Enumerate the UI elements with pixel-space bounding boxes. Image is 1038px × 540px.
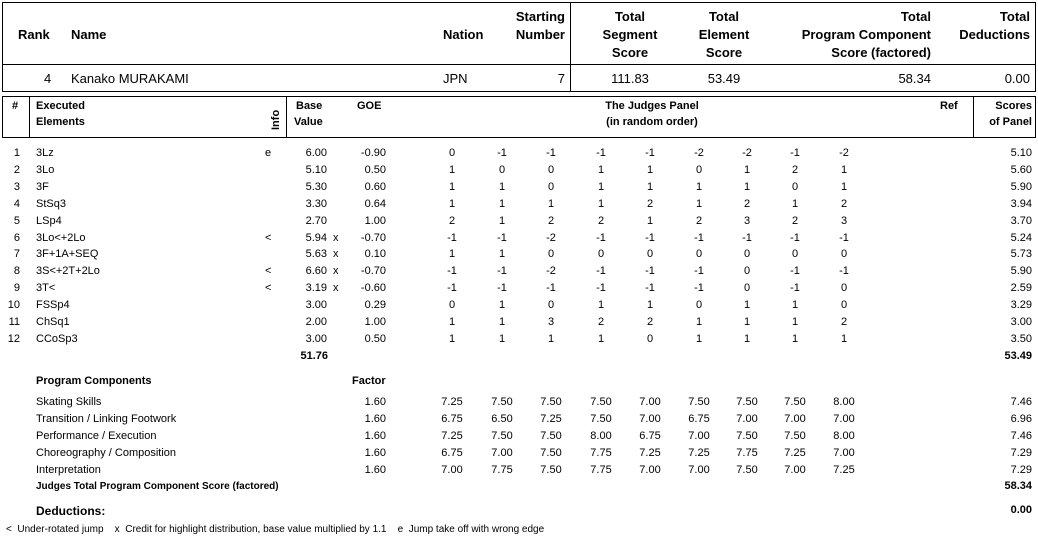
component-judge-score: 7.00 bbox=[639, 413, 661, 425]
component-factor: 1.60 bbox=[364, 396, 386, 408]
component-name: Transition / Linking Footwork bbox=[36, 413, 177, 425]
element-judge-score: -2 bbox=[546, 265, 556, 278]
component-factor: 1.60 bbox=[364, 447, 386, 459]
element-judge-score: 1 bbox=[840, 332, 848, 345]
element-goe: 1.00 bbox=[364, 214, 386, 227]
element-judge-score: 2 bbox=[646, 316, 654, 328]
element-judge-score: 1 bbox=[791, 316, 799, 328]
top-border bbox=[2, 2, 1036, 3]
element-judge-score: -1 bbox=[790, 147, 800, 159]
component-judge-score: 7.50 bbox=[784, 396, 806, 408]
element-judge-score: -1 bbox=[742, 231, 752, 244]
component-judge-score: 7.50 bbox=[736, 464, 758, 476]
element-base-value: 3.00 bbox=[305, 299, 327, 312]
element-number: 1 bbox=[13, 147, 20, 159]
element-judge-score: 0 bbox=[743, 282, 751, 295]
header-element-1: Total bbox=[708, 9, 740, 24]
element-name: FSSp4 bbox=[36, 299, 70, 312]
element-name: ChSq1 bbox=[36, 316, 70, 328]
element-judge-score: -2 bbox=[742, 147, 752, 159]
header-rank: Rank bbox=[18, 27, 50, 42]
element-judge-score: 2 bbox=[597, 316, 605, 328]
element-judge-score: 0 bbox=[448, 147, 456, 159]
elements-sep-3 bbox=[973, 96, 974, 137]
element-goe: -0.70 bbox=[360, 265, 386, 278]
element-judge-score: 0 bbox=[743, 248, 751, 261]
element-judge-score: 1 bbox=[448, 163, 456, 176]
element-judge-score: 1 bbox=[840, 180, 848, 193]
element-number: 7 bbox=[13, 248, 20, 261]
header-segment-1: Total bbox=[614, 9, 646, 24]
element-judge-score: -1 bbox=[694, 282, 704, 295]
element-number: 2 bbox=[13, 163, 20, 176]
element-number: 6 bbox=[13, 231, 20, 244]
element-judge-score: 1 bbox=[791, 197, 799, 210]
header-element-3: Score bbox=[705, 45, 743, 60]
elements-header-scores-1: Scores bbox=[995, 100, 1032, 112]
component-judge-score: 6.75 bbox=[688, 413, 710, 425]
element-base-value: 3.00 bbox=[305, 332, 327, 345]
base-value-total: 51.76 bbox=[300, 350, 328, 362]
elements-header-info: Info bbox=[270, 109, 282, 130]
component-name: Performance / Execution bbox=[36, 430, 157, 442]
deductions-label: Deductions: bbox=[36, 504, 106, 518]
element-judge-score: 1 bbox=[646, 163, 654, 176]
elements-header-num: # bbox=[12, 100, 19, 112]
element-goe: -0.90 bbox=[360, 147, 386, 159]
element-judge-score: 0 bbox=[547, 180, 555, 193]
skater-starting-number: 7 bbox=[557, 71, 565, 86]
element-name: StSq3 bbox=[36, 197, 66, 210]
element-panel-score: 2.59 bbox=[1010, 282, 1032, 295]
component-judge-score: 7.50 bbox=[590, 396, 612, 408]
components-factor-header: Factor bbox=[352, 375, 386, 387]
element-judge-score: 3 bbox=[743, 214, 751, 227]
element-judge-score: -1 bbox=[447, 282, 457, 295]
component-judge-score: 7.00 bbox=[491, 447, 513, 459]
element-number: 3 bbox=[13, 180, 20, 193]
element-number: 12 bbox=[7, 332, 20, 345]
component-judge-score: 6.75 bbox=[441, 447, 463, 459]
elements-header-bottom bbox=[2, 137, 1036, 138]
component-judge-score: 7.00 bbox=[736, 413, 758, 425]
element-base-value: 2.00 bbox=[305, 316, 327, 328]
component-judge-score: 7.50 bbox=[688, 396, 710, 408]
element-judge-score: 2 bbox=[791, 163, 799, 176]
footnote-legend: < Under-rotated jump x Credit for highlight distribution, base value multiplied by 1.1 e Jump take off with wrong edge bbox=[6, 524, 545, 535]
element-judge-score: -1 bbox=[645, 147, 655, 159]
element-judge-score: 1 bbox=[547, 197, 555, 210]
element-judge-score: 1 bbox=[448, 248, 456, 261]
element-judge-score: 2 bbox=[743, 197, 751, 210]
component-panel-score: 7.29 bbox=[1010, 464, 1032, 476]
elements-header-judges-1: The Judges Panel bbox=[605, 100, 699, 112]
element-judge-score: 1 bbox=[695, 316, 703, 328]
component-judge-score: 7.50 bbox=[540, 430, 562, 442]
elements-header-right bbox=[1035, 96, 1036, 137]
component-panel-score: 7.46 bbox=[1010, 430, 1032, 442]
element-bonus-marker: x bbox=[333, 282, 339, 295]
element-name: 3S<+2T+2Lo bbox=[36, 265, 100, 278]
skater-element-score: 53.49 bbox=[707, 71, 741, 86]
element-number: 10 bbox=[7, 299, 20, 312]
component-judge-score: 7.25 bbox=[441, 396, 463, 408]
element-name: 3F+1A+SEQ bbox=[36, 248, 99, 261]
header-nation: Nation bbox=[443, 27, 484, 42]
elements-header-top bbox=[2, 96, 1036, 97]
element-goe: 0.29 bbox=[364, 299, 386, 312]
element-goe: 1.00 bbox=[364, 316, 386, 328]
element-judge-score: 1 bbox=[791, 332, 799, 345]
element-info: < bbox=[265, 282, 272, 295]
element-number: 8 bbox=[13, 265, 20, 278]
element-judge-score: 1 bbox=[695, 197, 703, 210]
component-judge-score: 7.50 bbox=[540, 396, 562, 408]
elements-sep-2 bbox=[286, 96, 287, 137]
component-judge-score: 6.50 bbox=[491, 413, 513, 425]
element-base-value: 5.30 bbox=[305, 180, 327, 193]
element-judge-score: -1 bbox=[596, 147, 606, 159]
element-judge-score: 1 bbox=[597, 299, 605, 312]
component-judge-score: 7.00 bbox=[639, 396, 661, 408]
element-judge-score: -1 bbox=[839, 231, 849, 244]
component-judge-score: 7.75 bbox=[491, 464, 513, 476]
elements-header-scores-2: of Panel bbox=[989, 116, 1032, 128]
elements-header-base-2: Value bbox=[294, 116, 323, 128]
component-judge-score: 7.50 bbox=[784, 430, 806, 442]
component-judge-score: 7.25 bbox=[441, 430, 463, 442]
element-base-value: 5.63 bbox=[305, 248, 327, 261]
element-judge-score: -1 bbox=[447, 231, 457, 244]
skater-row-bottom-border bbox=[2, 91, 1036, 92]
element-judge-score: 0 bbox=[840, 248, 848, 261]
component-judge-score: 6.75 bbox=[639, 430, 661, 442]
element-judge-score: 1 bbox=[498, 332, 506, 345]
element-judge-score: 1 bbox=[743, 299, 751, 312]
element-judge-score: 0 bbox=[498, 163, 506, 176]
element-judge-score: 2 bbox=[597, 214, 605, 227]
element-judge-score: 3 bbox=[547, 316, 555, 328]
component-factor: 1.60 bbox=[364, 464, 386, 476]
element-goe: 0.50 bbox=[364, 163, 386, 176]
element-judge-score: 2 bbox=[791, 214, 799, 227]
component-judge-score: 8.00 bbox=[590, 430, 612, 442]
element-name: 3T< bbox=[36, 282, 56, 295]
element-base-value: 6.00 bbox=[305, 147, 327, 159]
component-judge-score: 7.25 bbox=[540, 413, 562, 425]
skater-name: Kanako MURAKAMI bbox=[71, 71, 189, 86]
element-panel-score: 5.73 bbox=[1010, 248, 1032, 261]
component-judge-score: 7.00 bbox=[784, 413, 806, 425]
header-segment-2: Segment bbox=[602, 27, 658, 42]
component-judge-score: 7.00 bbox=[441, 464, 463, 476]
component-judge-score: 8.00 bbox=[833, 430, 855, 442]
element-judge-score: 0 bbox=[791, 248, 799, 261]
component-panel-score: 7.29 bbox=[1010, 447, 1032, 459]
header-starting-1: Starting bbox=[515, 9, 565, 24]
component-factor: 1.60 bbox=[364, 413, 386, 425]
component-judge-score: 7.00 bbox=[833, 447, 855, 459]
element-judge-score: -1 bbox=[497, 147, 507, 159]
element-judge-score: 1 bbox=[498, 248, 506, 261]
element-judge-score: 0 bbox=[695, 163, 703, 176]
element-judge-score: 2 bbox=[840, 197, 848, 210]
element-judge-score: -1 bbox=[596, 282, 606, 295]
element-judge-score: 0 bbox=[840, 282, 848, 295]
component-judge-score: 7.25 bbox=[688, 447, 710, 459]
element-judge-score: 0 bbox=[743, 265, 751, 278]
element-judge-score: 2 bbox=[646, 197, 654, 210]
component-judge-score: 7.75 bbox=[590, 464, 612, 476]
skater-component-score: 58.34 bbox=[898, 71, 931, 86]
components-title: Program Components bbox=[36, 375, 152, 387]
element-judge-score: 1 bbox=[498, 197, 506, 210]
element-judge-score: 1 bbox=[448, 316, 456, 328]
element-judge-score: -1 bbox=[596, 231, 606, 244]
element-judge-score: 1 bbox=[646, 180, 654, 193]
element-judge-score: 1 bbox=[597, 163, 605, 176]
component-judge-score: 7.25 bbox=[833, 464, 855, 476]
element-judge-score: 0 bbox=[547, 299, 555, 312]
component-name: Choreography / Composition bbox=[36, 447, 177, 459]
element-judge-score: 1 bbox=[791, 299, 799, 312]
element-judge-score: 1 bbox=[840, 163, 848, 176]
element-number: 5 bbox=[13, 214, 20, 227]
element-panel-score: 5.10 bbox=[1010, 147, 1032, 159]
header-name: Name bbox=[71, 27, 107, 42]
element-panel-score: 3.00 bbox=[1010, 316, 1032, 328]
skater-nation: JPN bbox=[443, 71, 468, 86]
element-base-value: 3.19 bbox=[305, 282, 327, 295]
elements-header-executed-1: Executed bbox=[36, 100, 85, 112]
element-judge-score: 0 bbox=[695, 299, 703, 312]
element-judge-score: 0 bbox=[547, 248, 555, 261]
element-info: e bbox=[265, 147, 272, 159]
component-factor: 1.60 bbox=[364, 430, 386, 442]
element-judge-score: 0 bbox=[547, 163, 555, 176]
element-judge-score: -2 bbox=[694, 147, 704, 159]
component-judge-score: 7.00 bbox=[688, 464, 710, 476]
header-component-2: Program Component bbox=[801, 27, 931, 42]
element-bonus-marker: x bbox=[333, 265, 339, 278]
element-judge-score: 2 bbox=[695, 214, 703, 227]
header-element-2: Element bbox=[698, 27, 750, 42]
header-component-3: Score (factored) bbox=[831, 45, 931, 60]
element-judge-score: 1 bbox=[597, 332, 605, 345]
element-name: 3Lo<+2Lo bbox=[36, 231, 86, 244]
element-judge-score: -1 bbox=[694, 231, 704, 244]
element-panel-score: 5.90 bbox=[1010, 265, 1032, 278]
element-panel-score: 3.94 bbox=[1010, 197, 1032, 210]
elements-header-ref: Ref bbox=[940, 100, 958, 112]
element-judge-score: 1 bbox=[743, 163, 751, 176]
element-judge-score: 1 bbox=[695, 332, 703, 345]
element-judge-score: -1 bbox=[645, 265, 655, 278]
header-deductions-1: Total bbox=[999, 9, 1030, 24]
element-judge-score: 2 bbox=[547, 214, 555, 227]
element-base-value: 2.70 bbox=[305, 214, 327, 227]
element-name: CCoSp3 bbox=[36, 332, 78, 345]
component-judge-score: 7.00 bbox=[784, 464, 806, 476]
component-judge-score: 7.25 bbox=[639, 447, 661, 459]
element-goe: 0.64 bbox=[364, 197, 386, 210]
element-judge-score: -1 bbox=[645, 231, 655, 244]
component-judge-score: 7.75 bbox=[590, 447, 612, 459]
element-judge-score: 2 bbox=[448, 214, 456, 227]
element-judge-score: 0 bbox=[791, 180, 799, 193]
header-bottom-border bbox=[2, 64, 1036, 65]
component-judge-score: 7.50 bbox=[590, 413, 612, 425]
element-panel-score: 5.24 bbox=[1010, 231, 1032, 244]
element-name: 3F bbox=[36, 180, 49, 193]
element-judge-score: -1 bbox=[497, 265, 507, 278]
header-deductions-2: Deductions bbox=[959, 27, 1030, 42]
deductions-value: 0.00 bbox=[1010, 504, 1032, 516]
component-judge-score: 7.00 bbox=[833, 413, 855, 425]
element-judge-score: 1 bbox=[448, 197, 456, 210]
element-judge-score: 1 bbox=[498, 299, 506, 312]
component-judge-score: 7.00 bbox=[688, 430, 710, 442]
element-panel-score: 3.29 bbox=[1010, 299, 1032, 312]
element-judge-score: 1 bbox=[597, 180, 605, 193]
element-judge-score: -2 bbox=[839, 147, 849, 159]
element-judge-score: -1 bbox=[790, 282, 800, 295]
elements-header-goe: GOE bbox=[357, 100, 382, 112]
element-judge-score: -1 bbox=[790, 231, 800, 244]
element-goe: -0.70 bbox=[360, 231, 386, 244]
element-panel-score: 5.90 bbox=[1010, 180, 1032, 193]
element-judge-score: 2 bbox=[840, 316, 848, 328]
header-starting-2: Number bbox=[515, 27, 565, 42]
skater-segment-score: 111.83 bbox=[611, 71, 649, 86]
element-judge-score: 0 bbox=[448, 299, 456, 312]
element-name: 3Lz bbox=[36, 147, 54, 159]
element-goe: 0.60 bbox=[364, 180, 386, 193]
element-judge-score: -1 bbox=[596, 265, 606, 278]
header-segment-3: Score bbox=[611, 45, 649, 60]
element-name: LSp4 bbox=[36, 214, 62, 227]
element-judge-score: 1 bbox=[743, 332, 751, 345]
element-number: 9 bbox=[13, 282, 20, 295]
component-judge-score: 7.50 bbox=[736, 396, 758, 408]
component-judge-score: 7.50 bbox=[540, 464, 562, 476]
component-panel-score: 7.46 bbox=[1010, 396, 1032, 408]
elements-score-total: 53.49 bbox=[1004, 350, 1032, 362]
element-base-value: 5.10 bbox=[305, 163, 327, 176]
right-border bbox=[1035, 2, 1036, 91]
element-judge-score: 1 bbox=[597, 197, 605, 210]
component-name: Interpretation bbox=[36, 464, 101, 476]
elements-header-judges-2: (in random order) bbox=[606, 116, 698, 128]
judges-total-label: Judges Total Program Component Score (factored) bbox=[36, 481, 279, 492]
component-judge-score: 7.50 bbox=[491, 396, 513, 408]
elements-sep-1 bbox=[29, 96, 30, 137]
elements-header-base-1: Base bbox=[296, 100, 323, 112]
element-judge-score: -1 bbox=[694, 265, 704, 278]
element-judge-score: -1 bbox=[546, 282, 556, 295]
element-base-value: 3.30 bbox=[305, 197, 327, 210]
component-panel-score: 6.96 bbox=[1010, 413, 1032, 425]
component-name: Skating Skills bbox=[36, 396, 102, 408]
component-judge-score: 7.00 bbox=[639, 464, 661, 476]
element-judge-score: 1 bbox=[498, 316, 506, 328]
element-judge-score: -1 bbox=[497, 282, 507, 295]
elements-header-left bbox=[2, 96, 3, 137]
element-judge-score: 0 bbox=[840, 299, 848, 312]
element-judge-score: 1 bbox=[646, 214, 654, 227]
element-judge-score: 3 bbox=[840, 214, 848, 227]
element-judge-score: -1 bbox=[839, 265, 849, 278]
element-info: < bbox=[265, 231, 272, 244]
element-judge-score: 1 bbox=[448, 332, 456, 345]
header-component-1: Total bbox=[900, 9, 931, 24]
element-base-value: 5.94 bbox=[305, 231, 327, 244]
element-judge-score: 0 bbox=[646, 332, 654, 345]
element-name: 3Lo bbox=[36, 163, 55, 176]
element-panel-score: 3.70 bbox=[1010, 214, 1032, 227]
element-judge-score: 1 bbox=[448, 180, 456, 193]
component-judge-score: 8.00 bbox=[833, 396, 855, 408]
element-judge-score: 0 bbox=[695, 248, 703, 261]
element-number: 4 bbox=[13, 197, 20, 210]
element-judge-score: 1 bbox=[498, 214, 506, 227]
element-base-value: 6.60 bbox=[305, 265, 327, 278]
element-bonus-marker: x bbox=[333, 248, 339, 261]
element-judge-score: 1 bbox=[743, 180, 751, 193]
left-border bbox=[2, 2, 3, 91]
element-judge-score: 1 bbox=[547, 332, 555, 345]
element-goe: 0.10 bbox=[364, 248, 386, 261]
component-judge-score: 6.75 bbox=[441, 413, 463, 425]
elements-header-executed-2: Elements bbox=[36, 116, 85, 128]
element-judge-score: -2 bbox=[546, 231, 556, 244]
element-goe: -0.60 bbox=[360, 282, 386, 295]
element-bonus-marker: x bbox=[333, 231, 339, 244]
judges-total-value: 58.34 bbox=[1004, 480, 1032, 492]
separator-after-starting-number bbox=[570, 2, 571, 91]
element-judge-score: 1 bbox=[743, 316, 751, 328]
element-judge-score: -1 bbox=[447, 265, 457, 278]
component-judge-score: 7.75 bbox=[736, 447, 758, 459]
component-judge-score: 7.25 bbox=[784, 447, 806, 459]
component-judge-score: 7.50 bbox=[736, 430, 758, 442]
component-judge-score: 7.50 bbox=[540, 447, 562, 459]
skater-deductions: 0.00 bbox=[1004, 71, 1030, 86]
element-info: < bbox=[265, 265, 272, 278]
element-judge-score: -1 bbox=[645, 282, 655, 295]
skater-rank: 4 bbox=[44, 71, 52, 86]
element-judge-score: 0 bbox=[597, 248, 605, 261]
element-judge-score: 1 bbox=[498, 180, 506, 193]
element-number: 11 bbox=[8, 316, 20, 328]
element-panel-score: 5.60 bbox=[1010, 163, 1032, 176]
element-judge-score: 1 bbox=[695, 180, 703, 193]
element-goe: 0.50 bbox=[364, 332, 386, 345]
element-judge-score: -1 bbox=[790, 265, 800, 278]
element-judge-score: 0 bbox=[646, 248, 654, 261]
element-judge-score: -1 bbox=[546, 147, 556, 159]
component-judge-score: 7.50 bbox=[491, 430, 513, 442]
element-judge-score: 1 bbox=[646, 299, 654, 312]
element-panel-score: 3.50 bbox=[1010, 332, 1032, 345]
element-judge-score: -1 bbox=[497, 231, 507, 244]
